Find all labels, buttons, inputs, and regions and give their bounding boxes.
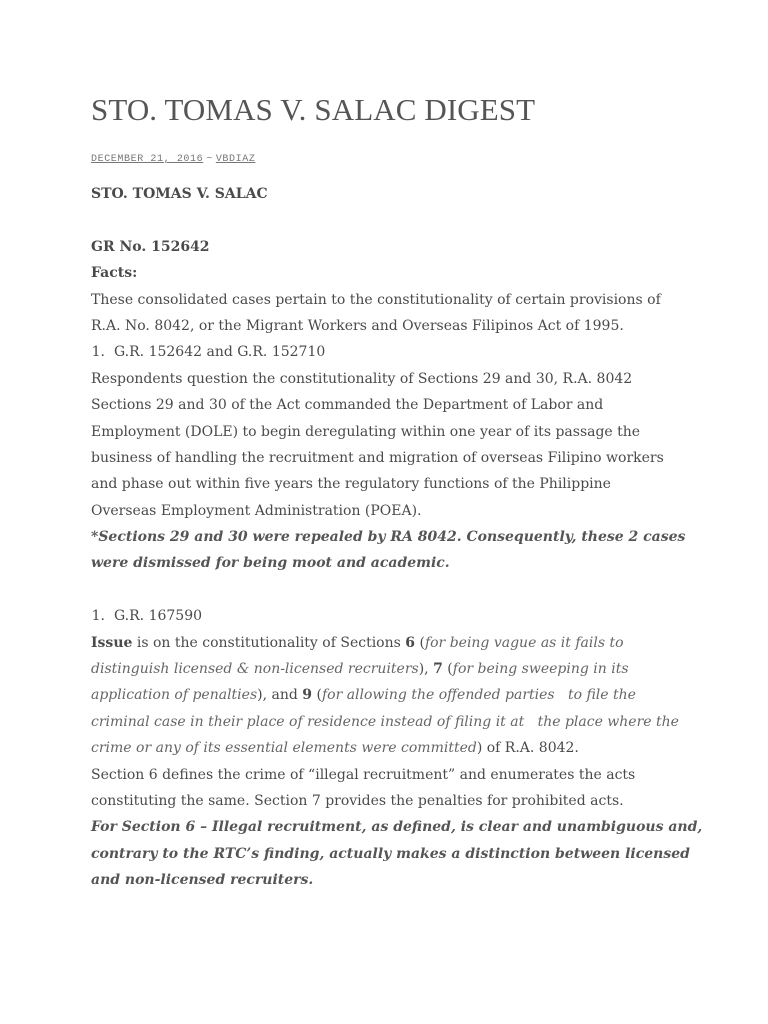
meta-separator: ~: [206, 154, 213, 165]
list-item-label: G.R. 152642 and G.R. 152710: [114, 344, 326, 361]
gr-number: GR No. 152642: [91, 238, 210, 255]
section-reason: for allowing the offended parties to file the: [321, 687, 636, 704]
post-meta: [91, 154, 255, 165]
paragraph-line: Overseas Employment Administration (POEA).: [91, 502, 422, 519]
spacer: [91, 207, 691, 233]
ruling-note-line: and non-licensed recruiters.: [91, 872, 314, 889]
issue-text: is on the constitutionality of Sections: [132, 634, 406, 651]
section-number: 9: [302, 687, 313, 704]
paren: (: [415, 634, 425, 651]
list-item: [91, 339, 691, 365]
issue-line-5: [91, 735, 691, 761]
post-title: STO. TOMAS V. SALAC DIGEST: [91, 92, 536, 127]
ruling-note-line: *Sections 29 and 30 were repealed by RA 8042. Consequently, these 2 cases: [91, 529, 686, 546]
issue-line-4: [91, 709, 691, 735]
section-reason: for being sweeping in its: [452, 661, 629, 678]
section-reason: for being vague as it fails to: [424, 634, 624, 651]
issue-line-3: [91, 682, 691, 708]
list-number: 1.: [91, 344, 105, 361]
post-body: [91, 181, 703, 894]
paragraph-line: constituting the same. Section 7 provides the penalties for prohibited acts.: [91, 792, 624, 809]
post-date-link[interactable]: DECEMBER 21, 2016: [91, 154, 204, 165]
section-reason: distinguish licensed & non-licensed recruiters: [91, 661, 419, 678]
ruling-note-line: For Section 6 – Illegal recruitment, as defined, is clear and unambiguous and,: [91, 819, 703, 836]
issue-line-2: [91, 656, 691, 682]
paragraph-line: Respondents question the constitutionality of Sections 29 and 30, R.A. 8042: [91, 370, 633, 387]
issue-text: ) of R.A. 8042.: [476, 740, 579, 757]
intro-line-2: R.A. No. 8042, or the Migrant Workers and Overseas Filipinos Act of 1995.: [91, 317, 624, 334]
section-reason: application of penalties: [91, 687, 258, 704]
paren: ), and: [257, 687, 303, 704]
section-reason: crime or any of its essential elements were committed: [91, 740, 477, 757]
paren: (: [442, 661, 453, 678]
post-author-link[interactable]: VBDIAZ: [215, 154, 256, 165]
case-title: STO. TOMAS V. SALAC: [91, 186, 268, 202]
section-number: 7: [433, 661, 443, 678]
section-reason: criminal case in their place of residence instead of filing it at the place where the: [91, 713, 679, 730]
paragraph-line: and phase out within five years the regulatory functions of the Philippine: [91, 476, 611, 493]
list-item: [91, 603, 691, 629]
paragraph-line: Employment (DOLE) to begin deregulating within one year of its passage the: [91, 423, 641, 440]
issue-line-1: [91, 630, 691, 656]
paragraph-line: Section 6 defines the crime of “illegal recruitment” and enumerates the acts: [91, 766, 636, 783]
paragraph-line: business of handling the recruitment and migration of overseas Filipino workers: [91, 449, 664, 466]
paren: (: [312, 687, 322, 704]
facts-label: Facts:: [91, 265, 138, 282]
intro-line-1: These consolidated cases pertain to the constitutionality of certain provisions of: [91, 291, 661, 308]
paren: ),: [418, 661, 434, 678]
issue-word: Issue: [91, 634, 133, 651]
list-item-label: G.R. 167590: [114, 608, 203, 625]
ruling-note-line: were dismissed for being moot and academic.: [91, 555, 450, 572]
section-number: 6: [405, 634, 416, 651]
list-number: 1.: [91, 608, 105, 625]
ruling-note-line: contrary to the RTC’s finding, actually makes a distinction between licensed: [91, 845, 690, 862]
paragraph-line: Sections 29 and 30 of the Act commanded the Department of Labor and: [91, 397, 604, 414]
spacer: [91, 577, 691, 603]
